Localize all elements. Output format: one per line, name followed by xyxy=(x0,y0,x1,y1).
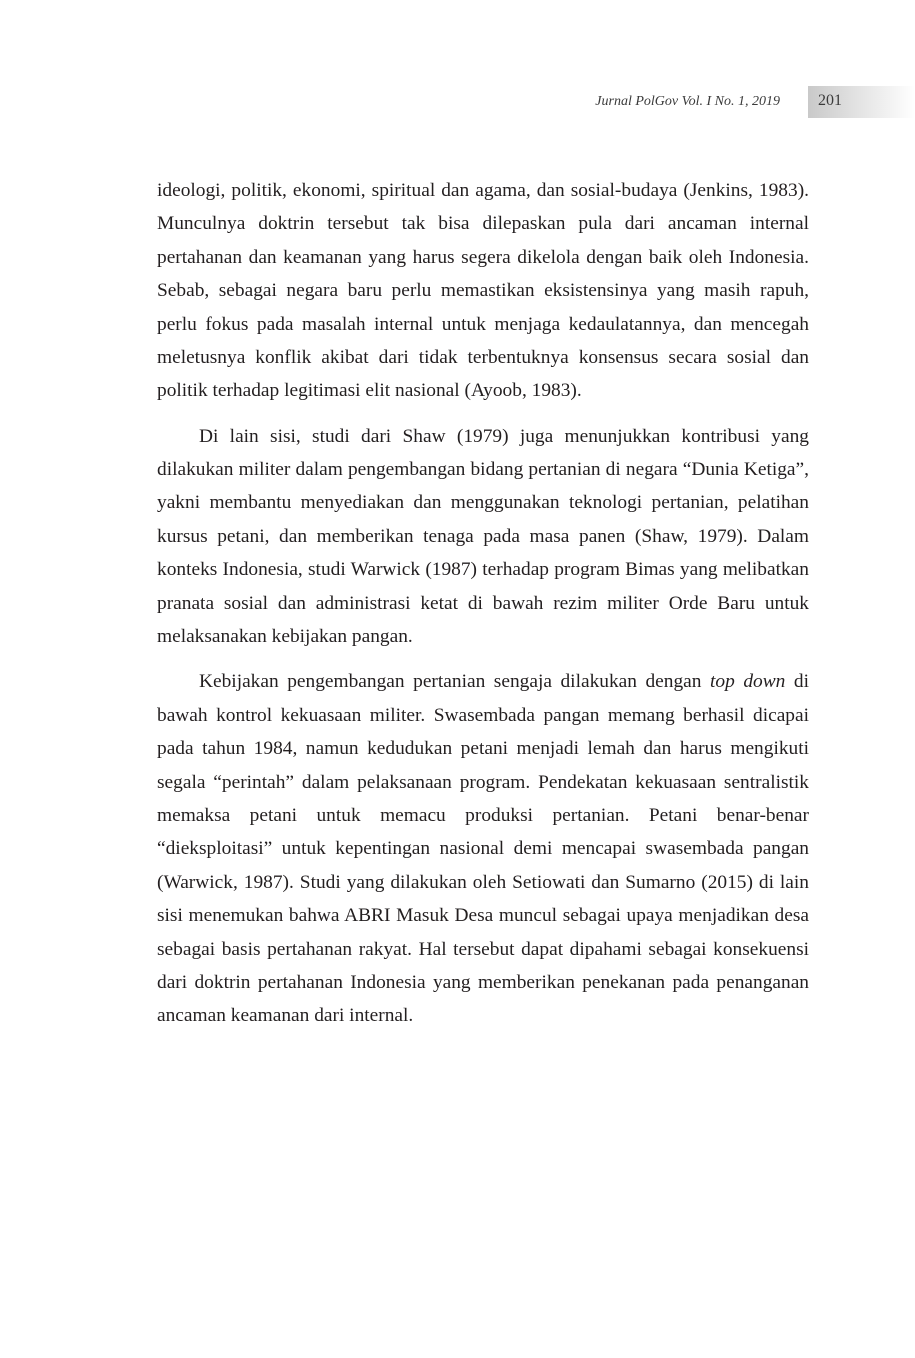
page-number-tab xyxy=(808,86,915,118)
body-text xyxy=(157,174,809,1045)
paragraph-1: ideologi, politik, ekonomi, spiritual dan agama, dan sosial-budaya (Jenkins, 1983). Munculnya doktrin tersebut tak bisa dilepaskan pula dari ancaman internal pertahanan dan keamanan yang harus segera dikelola dengan baik oleh Indonesia. Sebab, sebagai negara baru perlu memastikan eksistensinya yang masih rapuh, perlu fokus pada masalah internal untuk menjaga kedaulatannya, dan mencegah meletusnya konflik akibat dari tidak terbentuknya konsensus secara sosial dan politik terhadap legitimasi elit nasional (Ayoob, 1983). xyxy=(157,180,809,402)
paragraph-3-text-end: di bawah kontrol kekuasaan militer. Swasembada pangan memang berhasil dicapai pada tahun 1984, namun kedudukan petani menjadi lemah dan harus mengikuti segala “perintah” dalam pelaksanaan program. Pendekatan kekuasaan sentralistik memaksa petani untuk memacu produksi pertanian. Petani benar-benar “dieksploitasi” untuk kepentingan nasional demi mencapai swasembada pangan (Warwick, 1987). Studi yang dilakukan oleh Setiowati dan Sumarno (2015) di lain sisi menemukan bahwa ABRI Masuk Desa muncul sebagai upaya menjadikan desa sebagai basis pertahanan rakyat. Hal tersebut dapat dipahami sebagai konsekuensi dari doktrin pertahanan Indonesia yang memberikan penekanan pada penanganan ancaman keamanan dari internal. xyxy=(157,671,809,1027)
paragraph-2: Di lain sisi, studi dari Shaw (1979) juga menunjukkan kontribusi yang dilakukan militer dalam pengembangan bidang pertanian di negara “Dunia Ketiga”, yakni membantu menyediakan dan menggunakan teknologi pertanian, pelatihan kursus petani, dan memberikan tenaga pada masa panen (Shaw, 1979). Dalam konteks Indonesia, studi Warwick (1987) terhadap program Bimas yang melibatkan pranata sosial dan administrasi ketat di bawah rezim militer Orde Baru untuk melaksanakan kebijakan pangan. xyxy=(157,425,809,648)
page-number: 201 xyxy=(818,92,842,109)
paragraph-3 xyxy=(157,665,809,1032)
running-header-journal: Jurnal PolGov Vol. I No. 1, 2019 xyxy=(595,94,780,109)
italic-term: top down xyxy=(710,671,786,693)
paragraph-3-text-start: Kebijakan pengembangan pertanian sengaja dilakukan dengan xyxy=(199,671,711,693)
